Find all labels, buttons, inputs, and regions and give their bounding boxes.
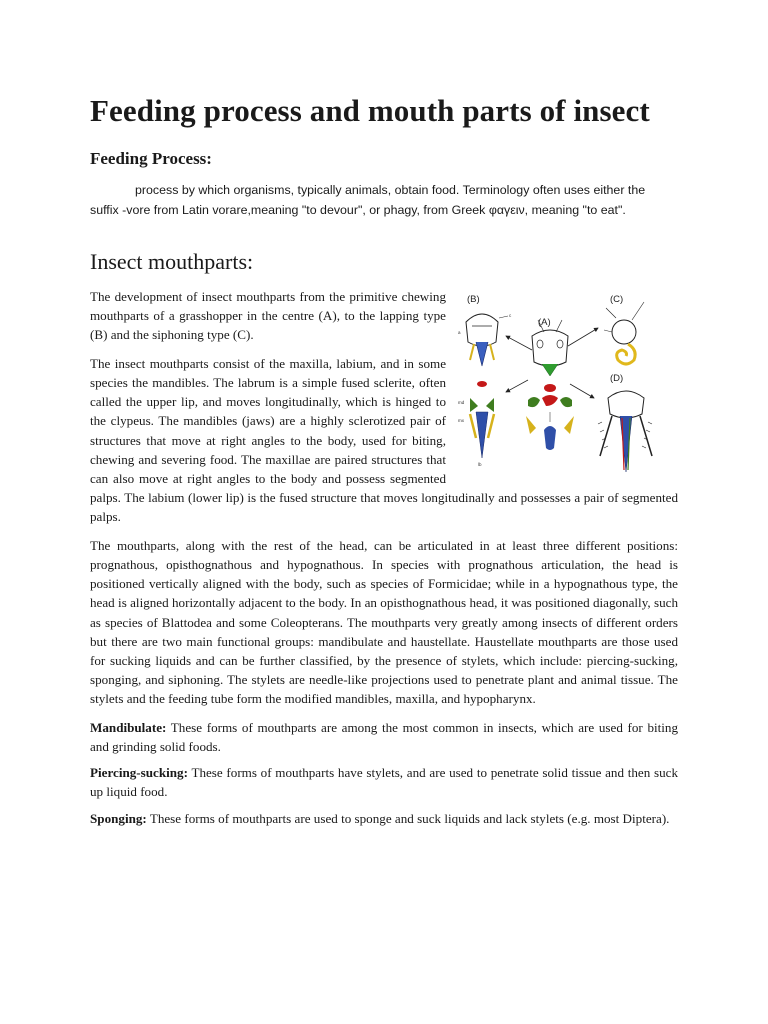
part-label-c: c <box>509 313 512 318</box>
insect-mouthparts-heading: Insect mouthparts: <box>90 249 254 274</box>
definition-sponging <box>90 809 678 828</box>
part-label-mx: mx <box>458 418 464 423</box>
term-sponging: Sponging: <box>90 810 147 826</box>
term-mandibulate: Mandibulate: <box>90 719 167 735</box>
figure-label-a: (A) <box>538 317 551 328</box>
paragraph-2: The insect mouthparts consist of the maxilla, labium, and in some species the mandibles. The labrum is a simple fused sclerite, often called the upper lip, and moves longitudinally, which is hinged to the clypeus. The mandibles (jaws) are a highly sclerotized pair of structures that move at right angles to the body, used for biting, chewing and severing food. The maxillae are paired structures that can also move at right angles to the body and possess segmented palps. The labium (lower lip) is the fused structure that moves longitudinally and possesses a pair of segmented palps. <box>90 355 678 525</box>
siphoning-head-drawing <box>604 302 644 364</box>
mouthparts-diagram <box>456 288 678 478</box>
chewing-head-drawing <box>532 320 568 376</box>
definition-text-sponging: These forms of mouthparts are used to sponge and suck liquids and lack stylets (e.g. most Diptera). <box>146 810 670 826</box>
definition-mandibulate <box>90 718 678 756</box>
part-label-md: md <box>458 400 465 405</box>
part-label-a: a <box>458 330 461 335</box>
figure-label-c: (C) <box>610 294 624 305</box>
part-label-lb: lb <box>478 462 482 467</box>
paragraph-1: The development of insect mouthparts from the primitive chewing mouthparts of a grasshopper in the centre (A), to the lapping type (B) and the siphoning type (C). <box>90 289 446 343</box>
piercing-head-drawing <box>598 391 652 472</box>
lapping-head-drawing <box>458 313 512 366</box>
body-text <box>90 287 678 837</box>
paragraph-3: The mouthparts, along with the rest of the head, can be articulated in at least three different positions: prognathous, opisthognathous and hypognathous. In species with prognathous articulation, the head is positioned vertically aligned with the body, such as species of Formicidae; while in a hypognathous type, the head is aligned horizontally adjacent to the body. In an opisthognathous head, it was positioned diagonally, such as species of Blattodea and some Coleopterans. The mouthparts very greatly among insects of different orders but there are two main functional groups: mandibulate and haustellate. Haustellate mouthparts are those used for sucking liquids and can be further classified, by the presence of stylets, which include: piercing-sucking, sponging, and siphoning. The stylets are needle-like projections used to penetrate plant and animal tissue. The stylets and the feeding tube form the modified mandibles, maxilla, and hypopharynx. <box>90 537 678 707</box>
definition-text-piercing-sucking: These forms of mouthparts have stylets, and are used to penetrate solid tissue and then suck up liquid food. <box>90 765 678 800</box>
feeding-process-text: process by which organisms, typically animals, obtain food. Terminology often uses either the suffix -vore from Latin vorare,meaning "to devour", or phagy, from Greek φαγειν, meaning "to eat". <box>90 183 646 217</box>
term-piercing-sucking: Piercing-sucking: <box>90 765 188 781</box>
figure-label-d: (D) <box>610 373 624 384</box>
figure-label-b: (B) <box>467 294 480 305</box>
feeding-process-heading: Feeding Process: <box>90 149 212 168</box>
mouthparts-figure <box>456 288 678 478</box>
document-title: Feeding process and mouth parts of insect <box>90 93 650 128</box>
definition-text-mandibulate: These forms of mouthparts are among the most common in insects, which are used for biting and grinding solid foods. <box>90 719 678 755</box>
definition-piercing-sucking <box>90 763 678 801</box>
